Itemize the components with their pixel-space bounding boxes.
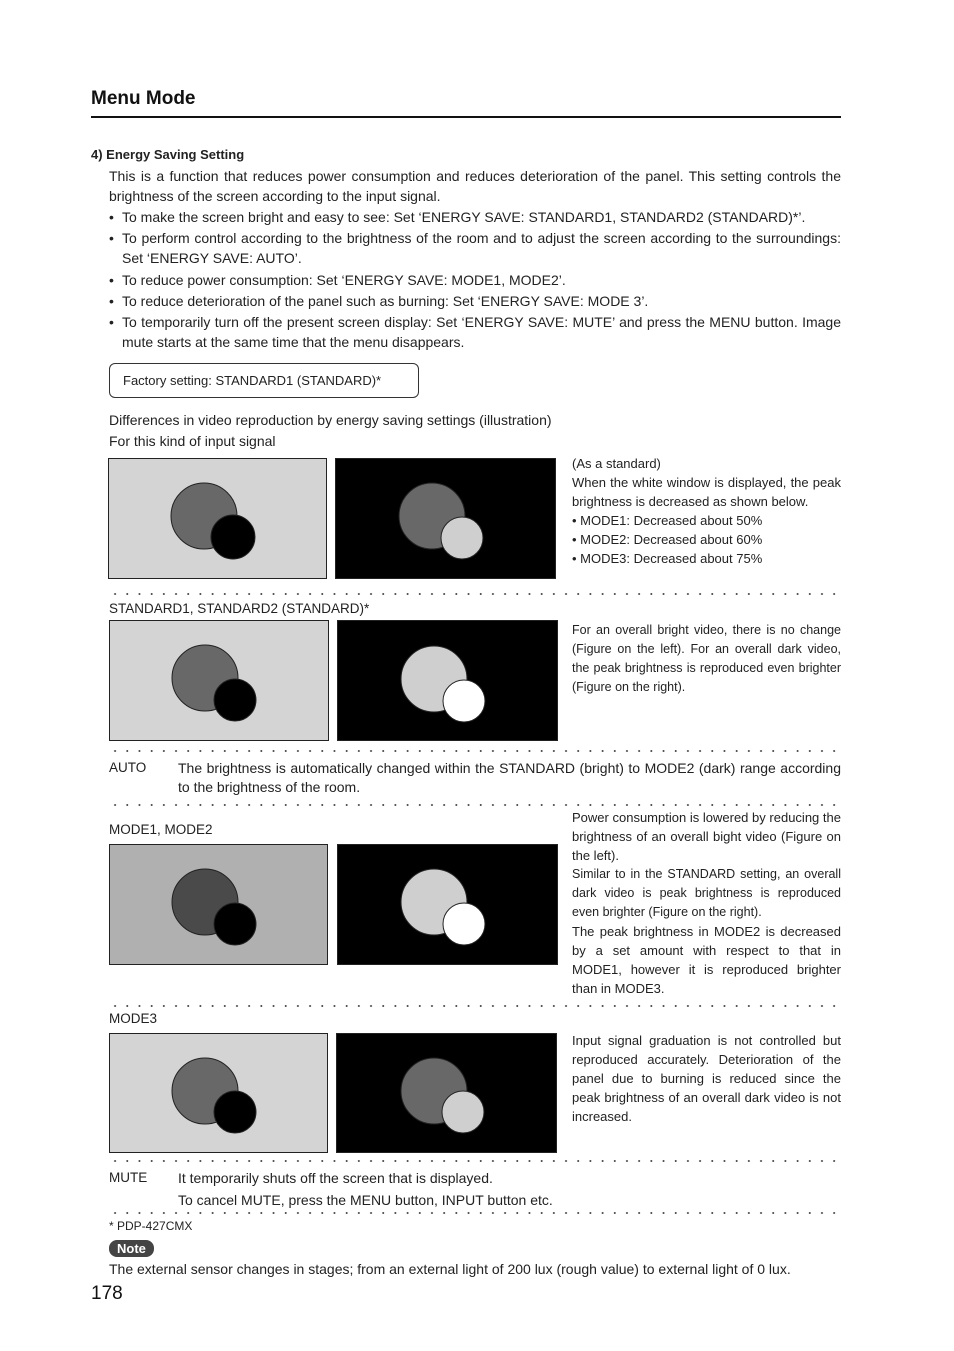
- note-line: When the white window is displayed, the peak brightness is decreased as shown below.: [572, 475, 841, 509]
- bullet-item: [109, 207, 841, 227]
- mute-desc-1: It temporarily shuts off the screen that is displayed.: [178, 1170, 493, 1186]
- page-title: Menu Mode: [91, 88, 196, 109]
- mute-desc-2: To cancel MUTE, press the MENU button, INPUT button etc.: [178, 1192, 553, 1208]
- note-badge: Note: [109, 1240, 154, 1257]
- bullet-dot: •: [109, 293, 114, 309]
- mode3-desc: Input signal graduation is not controlled but reproduced accurately. Deterioration of the panel due to burning is reduced since the peak brightness of an overall dark video is not increased.: [572, 1033, 841, 1124]
- note-line: • MODE3: Decreased about 75%: [572, 551, 763, 566]
- standard-mode-desc: For an overall bright video, there is no change (Figure on the left). For an overall dark video, the peak brightness is reproduced even brighter (Figure on the right).: [572, 623, 841, 694]
- auto-mode-desc: The brightness is automatically changed within the STANDARD (bright) to MODE2 (dark) range according to the brightness of the room.: [178, 760, 841, 795]
- small-circle: [442, 1091, 484, 1133]
- note-line: • MODE2: Decreased about 60%: [572, 532, 763, 547]
- small-circle: [214, 903, 256, 945]
- figure-standard-dark: [337, 620, 558, 741]
- dotted-separator: [109, 750, 841, 752]
- bullet-dot: •: [109, 230, 114, 246]
- standard-mode-label: STANDARD1, STANDARD2 (STANDARD)*: [109, 601, 370, 616]
- bullet-item: [109, 228, 841, 268]
- mute-mode-label: MUTE: [109, 1170, 148, 1185]
- bullet-item: [109, 270, 841, 290]
- dotted-separator: [109, 1005, 841, 1007]
- page-number: 178: [91, 1283, 123, 1304]
- input-caption: For this kind of input signal: [109, 433, 276, 449]
- figure-mode12-bright: [109, 844, 328, 965]
- figure-input-dark: [335, 458, 556, 579]
- figure-mode3-dark: [336, 1033, 557, 1153]
- dotted-separator: [109, 1212, 841, 1214]
- small-circle: [443, 680, 485, 722]
- figure-mode12-dark: [337, 844, 558, 965]
- dotted-separator: [109, 593, 841, 595]
- bullet-dot: •: [109, 209, 114, 225]
- bullet-dot: •: [109, 272, 114, 288]
- figure-standard-bright: [109, 620, 329, 741]
- standard-input-notes: [572, 454, 841, 568]
- bullet-text: To temporarily turn off the present screen display: Set ‘ENERGY SAVE: MUTE’ and press the MENU button. Image mute starts at the same time that the menu disappears.: [122, 314, 841, 350]
- mode12-desc-1: Power consumption is lowered by reducing the brightness of an overall bight video (Figure on the left).: [572, 810, 841, 863]
- dotted-separator: [109, 1160, 841, 1162]
- dotted-separator: [109, 804, 841, 806]
- note-line: (As a standard): [572, 456, 661, 471]
- title-rule: [91, 116, 841, 118]
- factory-setting-box: Factory setting: STANDARD1 (STANDARD)*: [109, 363, 419, 398]
- note-line: • MODE1: Decreased about 50%: [572, 513, 763, 528]
- section-intro: This is a function that reduces power consumption and reduces deterioration of the panel. This setting controls the brightness of the screen according to the input signal.: [109, 168, 841, 204]
- bullet-dot: •: [109, 314, 114, 330]
- small-circle: [443, 903, 485, 945]
- figure-input-bright: [108, 458, 327, 579]
- bullet-text: To perform control according to the brightness of the room and to adjust the screen according to the surroundings: Set ‘ENERGY SAVE: AUTO’.: [122, 230, 841, 266]
- bullet-item: [109, 291, 841, 311]
- diff-caption: Differences in video reproduction by energy saving settings (illustration): [109, 412, 552, 428]
- footnote: * PDP-427CMX: [109, 1219, 193, 1233]
- bullet-text: To make the screen bright and easy to see: Set ‘ENERGY SAVE: STANDARD1, STANDARD2 (STANDARD)*’.: [122, 209, 806, 225]
- mode12-desc: [572, 808, 841, 998]
- small-circle: [441, 517, 483, 559]
- figure-mode3-bright: [109, 1033, 328, 1153]
- note-text: The external sensor changes in stages; from an external light of 200 lux (rough value) to external light of 0 lux.: [109, 1261, 791, 1277]
- small-circle: [211, 515, 255, 559]
- small-circle: [214, 1091, 256, 1133]
- bullet-text: To reduce deterioration of the panel such as burning: Set ‘ENERGY SAVE: MODE 3’.: [122, 293, 649, 309]
- small-circle: [214, 679, 256, 721]
- mode12-label: MODE1, MODE2: [109, 822, 213, 837]
- auto-mode-label: AUTO: [109, 760, 147, 775]
- mode3-label: MODE3: [109, 1011, 158, 1026]
- mode12-desc-2: Similar to in the STANDARD setting, an overall dark video is peak brightness is reproduced even brighter (Figure on the right).: [572, 867, 841, 919]
- mode12-desc-3: The peak brightness in MODE2 is decreased by a set amount with respect to that in MODE1, however it is reproduced brighter than in MODE3.: [572, 924, 841, 996]
- section-heading: 4) Energy Saving Setting: [91, 147, 245, 162]
- bullet-text: To reduce power consumption: Set ‘ENERGY SAVE: MODE1, MODE2’.: [122, 272, 566, 288]
- bullet-item: [109, 312, 841, 352]
